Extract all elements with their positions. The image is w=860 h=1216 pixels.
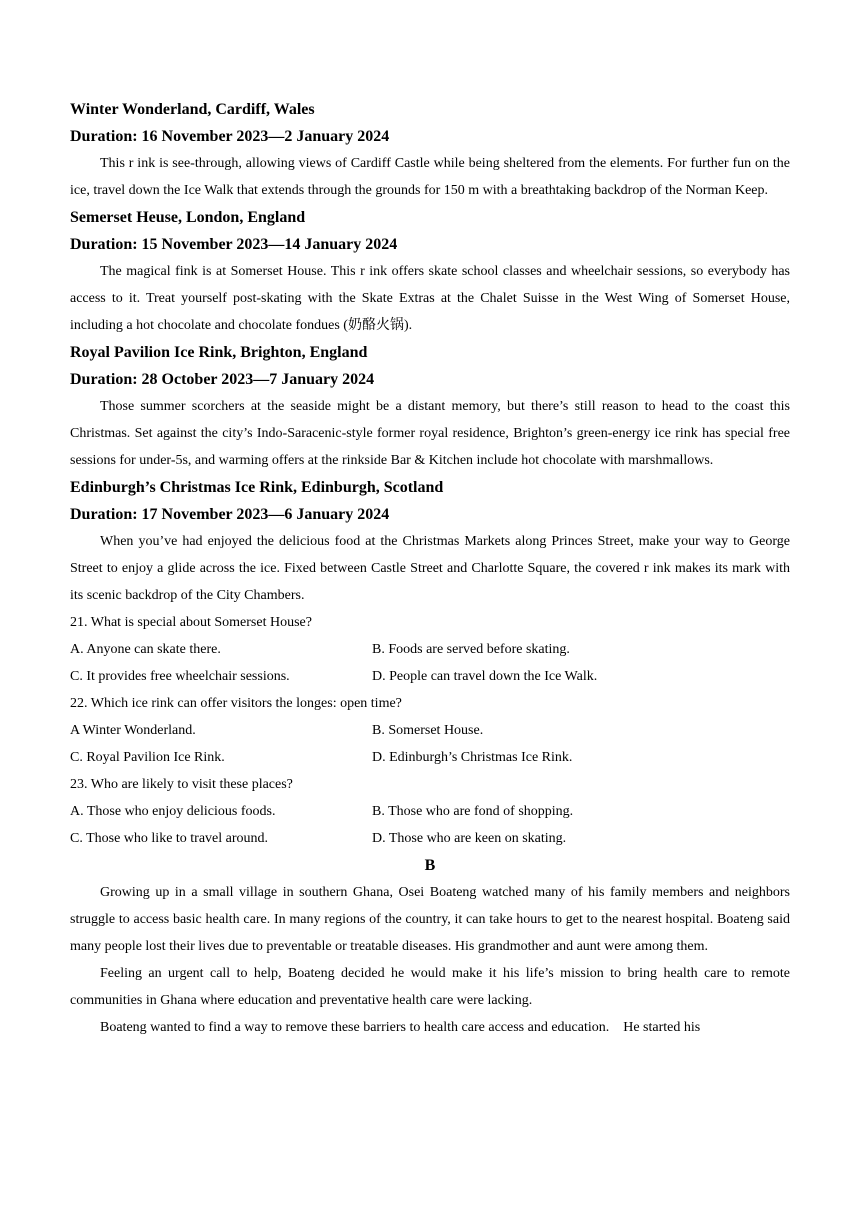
rink-title: Semerset Heuse, London, England	[70, 209, 306, 226]
option-row	[70, 744, 790, 771]
question-stem: 22. Which ice rink can offer visitors the longes: open time?	[70, 696, 402, 711]
rink-title: Winter Wonderland, Cardiff, Wales	[70, 101, 315, 118]
option-row	[70, 717, 790, 744]
rink-description: The magical fink is at Somerset House. This r ink offers skate school classes and wheelchair sessions, so everybody has access to it. Treat yourself post-skating with the Skate Extras at the Chalet Suisse in the West Wing of Somerset House, including a hot chocolate and chocolate fondues (奶酪火锅).	[70, 264, 790, 333]
option-row	[70, 798, 790, 825]
option-c: C. Royal Pavilion Ice Rink.	[70, 750, 225, 765]
question-stem: 23. Who are likely to visit these places?	[70, 777, 293, 792]
option-row	[70, 663, 790, 690]
option-b: B. Somerset House.	[372, 723, 484, 738]
rink-duration: Duration: 16 November 2023—2 January 2024	[70, 128, 390, 145]
rink-description: When you’ve had enjoyed the delicious food at the Christmas Markets along Princes Street, make your way to George Street to enjoy a glide across the ice. Fixed between Castle Street and Charlotte Square, the covered r ink makes its mark with its scenic backdrop of the City Chambers.	[70, 534, 790, 603]
option-d: D. Those who are keen on skating.	[372, 831, 567, 846]
option-b: B. Those who are fond of shopping.	[372, 804, 574, 819]
document-content	[70, 96, 790, 1041]
rink-duration: Duration: 28 October 2023—7 January 2024	[70, 371, 375, 388]
option-d: D. People can travel down the Ice Walk.	[372, 669, 598, 684]
question-stem: 21. What is special about Somerset House?	[70, 615, 312, 630]
rink-description: This r ink is see-through, allowing views of Cardiff Castle while being sheltered from the elements. For further fun on the ice, travel down the Ice Walk that extends through the grounds for 150 m with a breathtaking backdrop of the Norman Keep.	[70, 156, 790, 198]
option-b: B. Foods are served before skating.	[372, 642, 570, 657]
rink-title: Royal Pavilion Ice Rink, Brighton, England	[70, 344, 368, 361]
option-a: A. Anyone can skate there.	[70, 642, 221, 657]
option-d: D. Edinburgh’s Christmas Ice Rink.	[372, 750, 573, 765]
option-c: C. It provides free wheelchair sessions.	[70, 669, 290, 684]
passage-paragraph: Growing up in a small village in southern Ghana, Osei Boateng watched many of his family members and neighbors struggle to access basic health care. In many regions of the country, it can take hours to get to the nearest hospital. Boateng said many people lost their lives due to preventable or treatable diseases. His grandmother and aunt were among them.	[70, 885, 790, 954]
rink-duration: Duration: 17 November 2023—6 January 2024	[70, 506, 390, 523]
option-c: C. Those who like to travel around.	[70, 831, 269, 846]
passage-paragraph: Feeling an urgent call to help, Boateng decided he would make it his life’s mission to bring health care to remote communities in Ghana where education and preventative health care were lacking.	[70, 966, 790, 1008]
passage-paragraph: Boateng wanted to find a way to remove these barriers to health care access and education. He started his	[100, 1020, 701, 1035]
rink-description: Those summer scorchers at the seaside might be a distant memory, but there’s still reason to head to the coast this Christmas. Set against the city’s Indo-Saracenic-style former royal residence, Brighton’s green-energy ice rink has special free sessions for under-5s, and warming offers at the rinkside Bar & Kitchen include hot chocolate with marshmallows.	[70, 399, 790, 468]
option-a: A Winter Wonderland.	[70, 723, 196, 738]
rink-duration: Duration: 15 November 2023—14 January 2024	[70, 236, 398, 253]
section-label: B	[424, 857, 436, 874]
option-a: A. Those who enjoy delicious foods.	[70, 804, 276, 819]
option-row	[70, 636, 790, 663]
option-row	[70, 825, 790, 852]
rink-title: Edinburgh’s Christmas Ice Rink, Edinburgh, Scotland	[70, 479, 444, 496]
